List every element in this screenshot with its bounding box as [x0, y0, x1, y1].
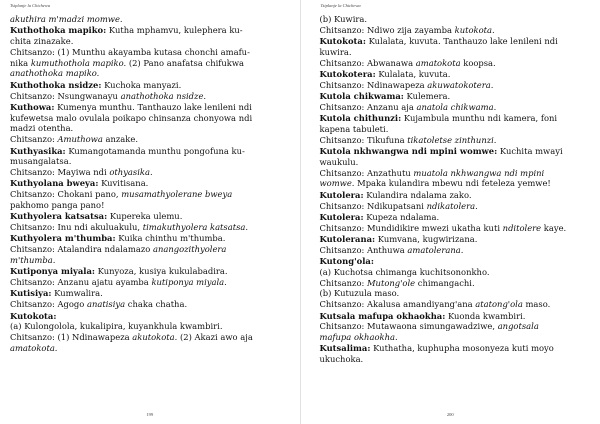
definition: Kulalata, kuvuta.: [375, 68, 451, 79]
definition: Kumangotamanda munthu pongofuna ku-: [65, 145, 245, 156]
entry-kuthowa: Kuthowa: Kumenya munthu. Tanthauzo lake lenileni ndi kufewetsa malo ovulala poikapo chinsanza chonyowa ndi madzi otentha. Chitsanzo: Amuthowa anzake.: [10, 101, 253, 145]
entry-kuthyolera-katsatsa: Kuthyolera katsatsa: Kupereka ulemu. Chitsanzo: Inu ndi akuluakulu, timakuthyolera katsatsa.: [10, 211, 249, 233]
definition: (a) Kulongolola, kukalipira, kuyankhula kwambiri.: [10, 321, 223, 332]
entry-kutsala-mafupa: Kutsala mafupa okhaokha: Kuonda kwambiri. Chitsanzo: Mutawaona simungawadziwe, angotsala mafupa okhaokha.: [319, 310, 539, 343]
headword: Kutola nkhwangwa ndi mpini womwe:: [319, 146, 498, 157]
example: Chitsanzo: Mundidikire mwezi ukatha kuti: [319, 222, 503, 233]
entry-kuthothoka-nsidze: Kuthothoka nsidze: Kuchoka manyazi. Chitsanzo: Nsungwanayu anathothoka nsidze.: [10, 79, 207, 101]
entry-kutsalima: Kutsalima: Kuthatha, kuphupha mosonyeza kuti moyo ukuchoka.: [319, 343, 554, 365]
example: Chitsanzo: Anzanu aja: [319, 101, 417, 112]
running-header: Tsiplanje la Chichewa: [10, 3, 51, 8]
example: Chitsanzo: Chokani pano,: [10, 189, 122, 200]
entry-kutongola: Kutong'ola: (a) Kuchotsa chimanga kuchitsononkho. Chitsanzo: Mutong'ole chimangachi. (b) Kutuzula maso. Chitsanzo: Akalusa amandiyang'ana atatong'ola maso.: [319, 256, 551, 310]
headword: Kuthowa:: [10, 101, 55, 112]
headword: Kutokota:: [319, 36, 366, 47]
entry-kuthyolana-bweya: Kuthyolana bweya: Kuvitisana. Chitsanzo: Chokani pano, musamathyolerane bweya pakhomo panga pano!: [10, 178, 233, 211]
example: Chitsanzo: Anzathutu: [319, 167, 414, 178]
example: Chitsanzo: Nsungwanayu: [10, 90, 121, 101]
page-number: 200: [446, 412, 454, 417]
running-header: Tsiplanje la Chichewa: [320, 3, 361, 8]
definition: Kupeza ndalama.: [363, 211, 440, 222]
entry-kutola-nkhwangwa: Kutola nkhwangwa ndi mpini womwe: Kuchita mwayi waukulu. Chitsanzo: Anzathutu muatola nkhwangwa ndi mpini womwe. Mpaka kulandira mbewu ndi feteleza yemwe!: [319, 146, 563, 189]
headword: Kutsala mafupa okhaokha:: [319, 310, 446, 321]
dictionary-entries: [10, 14, 282, 354]
definition: Kulemera.: [403, 91, 451, 102]
headword: Kutolerana:: [319, 233, 376, 244]
entry-kutolerana: Kutolerana: Kumvana, kugwirizana. Chitsanzo: Anthuwa amatolerana.: [319, 233, 478, 255]
definition: Kulalata, kuvuta. Tanthauzo lake lenileni ndi: [365, 36, 558, 47]
example: Chitsanzo: (1) Ndinawapeza: [10, 332, 133, 343]
example: Chitsanzo: Anthuwa: [319, 244, 408, 255]
definition: (a) Kuchotsa chimanga kuchitsononkho.: [319, 266, 490, 277]
headword: Kutisiya:: [10, 288, 52, 299]
definition: Kulandira ndalama zako.: [363, 189, 472, 200]
example: Chitsanzo: Abwanawa: [319, 57, 416, 68]
headword: Kutolera:: [319, 189, 364, 200]
definition: Kuonda kwambiri.: [445, 310, 526, 321]
entry-kutokota-b: (b) Kuwira. Chitsanzo: Ndiwo zija zayamba kutokota.: [319, 14, 495, 35]
dictionary-entries: [320, 14, 590, 365]
example: Chitsanzo: Atalandira ndalamazo: [10, 244, 153, 255]
right-page: [301, 0, 600, 424]
example: Chitsanzo: (1) Munthu akayamba kutasa chonchi amafu-: [10, 46, 250, 57]
entry-kutolera-1: Kutolera: Kulandira ndalama zako. Chitsanzo: Ndikupatsani ndikatolera.: [319, 189, 478, 211]
entry-kutiponya-miyala: Kutiponya miyala: Kunyoza, kusiya kukulabadira. Chitsanzo: Anzanu ajatu ayamba kutiponya miyala.: [10, 266, 228, 288]
example: Chitsanzo: Mutawaona simungawadziwe,: [319, 321, 498, 332]
example: Chitsanzo:: [319, 277, 367, 288]
definition: Kuchita mwayi: [497, 146, 563, 157]
entry-kutokota: Kutokota: (a) Kulongolola, kukalipira, kuyankhula kwambiri. Chitsanzo: (1) Ndinawapeza akutokota. (2) Akazi awo aja amatokota.: [10, 310, 253, 353]
headword: Kuthyolera katsatsa:: [10, 211, 108, 222]
example: Chitsanzo: Agogo: [10, 299, 87, 310]
entry-kuthyasika: Kuthyasika: Kumangotamanda munthu pongofuna ku- musangalatsa. Chitsanzo: Mayiwa ndi othyasika.: [10, 145, 245, 178]
definition: Kutha mphamvu, kulephera ku-: [106, 25, 243, 36]
headword: Kutola chithunzi:: [319, 113, 402, 124]
definition: Kupereka ulemu.: [107, 211, 183, 222]
headword: Kutong'ola:: [319, 256, 374, 267]
example: Chitsanzo: Akalusa amandiyang'ana: [319, 299, 476, 310]
entry-line: akuthira m'madzi momwe.: [10, 14, 123, 24]
definition: Kujambula munthu ndi kamera, foni: [401, 113, 558, 124]
definition: Kumvana, kugwirizana.: [375, 233, 478, 244]
entry-kutolera-2: Kutolera: Kupeza ndalama. Chitsanzo: Mundidikire mwezi ukatha kuti nditolere kaye.: [319, 211, 567, 233]
definition: (b) Kuwira.: [319, 14, 368, 24]
definition: Kumwalira.: [51, 288, 103, 299]
entry-kutola-chithunzi: Kutola chithunzi: Kujambula munthu ndi kamera, foni kapena tabuleti. Chitsanzo: Tikufuna tikatoletse zinthunzi.: [319, 113, 558, 145]
headword: Kutola chikwama:: [319, 91, 404, 102]
entry-kutokotera: Kutokotera: Kulalata, kuvuta. Chitsanzo: Ndinawapeza akuwatokotera.: [319, 68, 494, 90]
example: Chitsanzo: Anzanu ajatu ayamba: [10, 277, 152, 288]
definition: Kumenya munthu. Tanthauzo lake lenileni ndi: [54, 101, 252, 112]
entry-kutisiya: Kutisiya: Kumwalira. Chitsanzo: Agogo anatisiya chaka chatha.: [10, 288, 188, 310]
headword: Kutokotera:: [319, 68, 376, 79]
definition: (b) Kutuzula maso.: [319, 288, 400, 299]
definition: Kunyoza, kusiya kukulabadira.: [95, 266, 228, 277]
entry-kuthyolera-mthumba: Kuthyolera m'thumba: Kuika chinthu m'thumba. Chitsanzo: Atalandira ndalamazo anangozithyolera m'thumba.: [10, 233, 227, 266]
example: Chitsanzo:: [10, 134, 58, 145]
definition: Kuika chinthu m'thumba.: [115, 233, 226, 244]
headword: Kuthyolera m'thumba:: [10, 233, 116, 244]
definition: Kuvitisana.: [98, 178, 149, 189]
example: Chitsanzo: Inu ndi akuluakulu,: [10, 222, 143, 233]
headword: Kuthothoka nsidze:: [10, 79, 102, 90]
headword: Kutsalima:: [319, 343, 371, 354]
entry-kutokota-2: Kutokota: Kulalata, kuvuta. Tanthauzo lake lenileni ndi kuwira. Chitsanzo: Abwanawa amatokota koopsa.: [319, 36, 558, 68]
example: Chitsanzo: Ndinawapeza: [319, 79, 428, 90]
headword: Kuthothoka mapiko:: [10, 25, 107, 36]
headword: Kutiponya miyala:: [10, 266, 96, 277]
example: Chitsanzo: Mayiwa ndi: [10, 167, 110, 178]
headword: Kuthyasika:: [10, 145, 66, 156]
entry-kutola-chikwama: Kutola chikwama: Kulemera. Chitsanzo: Anzanu aja anatola chikwama.: [319, 91, 497, 112]
headword: Kuthyolana bweya:: [10, 178, 99, 189]
definition: Kuthatha, kuphupha mosonyeza kuti moyo: [370, 343, 554, 354]
example: Chitsanzo: Tikufuna: [319, 134, 408, 145]
example: Chitsanzo: Ndikupatsani: [319, 200, 427, 211]
definition: Kuchoka manyazi.: [101, 79, 182, 90]
entry-kuthothoka-mapiko: Kuthothoka mapiko: Kutha mphamvu, kulephera ku- chita zinazake. Chitsanzo: (1) Munthu akayamba kutasa chonchi amafu- nika kumuthothola mapiko. (2) Pano anafatsa chifukwa anathothoka mapiko.: [10, 25, 250, 79]
headword: Kutolera:: [319, 211, 364, 222]
headword: Kutokota:: [10, 310, 57, 321]
example: Chitsanzo: Ndiwo zija zayamba: [319, 24, 455, 35]
page-number: 199: [146, 412, 154, 417]
